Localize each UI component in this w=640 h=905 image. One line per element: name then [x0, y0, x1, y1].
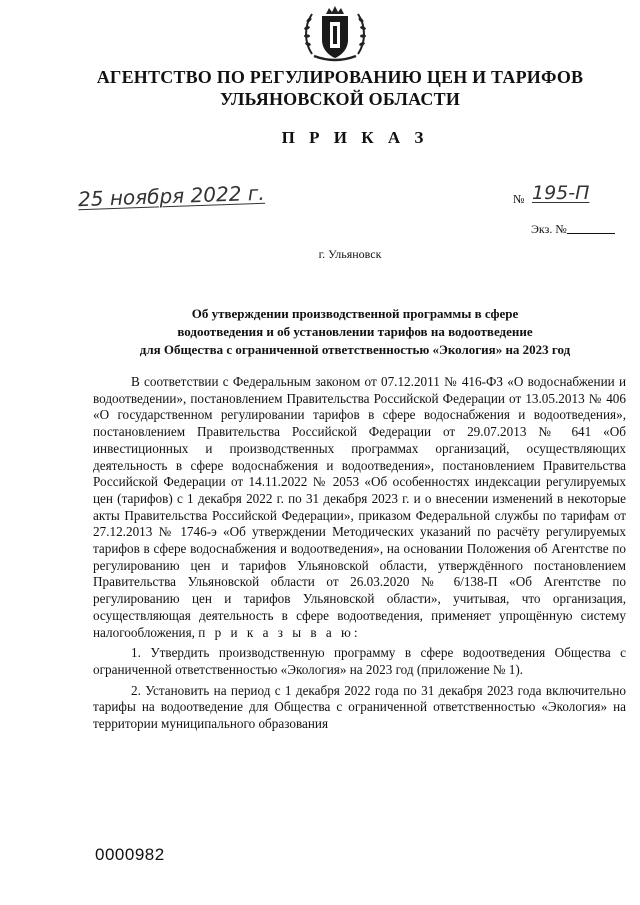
order-date: 25 ноября 2022 г.: [77, 180, 266, 212]
order-subject: [95, 305, 615, 359]
item-1-paragraph: 1. Утвердить производственную программу в сфере водоотведения Общества с ограниченной ответственностью «Экология» на 2023 год (приложение № 1).: [93, 645, 626, 677]
agency-name: [60, 66, 620, 110]
preamble-paragraph: [93, 374, 626, 641]
copy-number-label: Экз. №: [531, 222, 567, 236]
subject-line-1: Об утверждении производственной программы в сфере: [191, 306, 519, 321]
directive-word: п р и к а з ы в а ю:: [198, 624, 361, 640]
document-serial-number: 0000982: [95, 845, 165, 864]
order-body: [93, 374, 626, 737]
subject-line-2: водоотведения и об установлении тарифов на водоотведение: [177, 324, 533, 339]
coat-of-arms-icon: [300, 4, 370, 62]
city: г. Ульяновск: [318, 247, 382, 261]
item-2-paragraph: 2. Установить на период с 1 декабря 2022 года по 31 декабря 2023 года включительно тарифы на водоотведение для Общества с ограниченной ответственностью «Экология» на территории муниципального образования: [93, 682, 626, 732]
order-title: П Р И К А З: [281, 128, 429, 147]
agency-line-2: УЛЬЯНОВСКОЙ ОБЛАСТИ: [219, 89, 461, 109]
agency-line-1: АГЕНТСТВО ПО РЕГУЛИРОВАНИЮ ЦЕН И ТАРИФОВ: [96, 67, 584, 87]
preamble-text: В соответствии с Федеральным законом от 07.12.2011 № 416-ФЗ «О водоснабжении и водоотведении», постановлением Правительства Российской Федерации от 13.05.2013 № 406 «О государственном регулировании тарифов в сфере водоснабжения и водоотведения», постановлением Правительства Российской Федерации от 29.07.2013 № 641 «Об инвестиционных и производственных программах организаций, осуществляющих деятельность в сфере водоснабжения и водоотведения», постановлением Правительства Российской Федерации от 14.11.2022 № 2053 «Об особенностях индексации регулируемых цен (тарифов) с 1 декабря 2022 г. по 31 декабря 2023 г. и о внесении изменений в некоторые акты Правительства Российской Федерации», приказом Федеральной службы по тарифам от 27.12.2013 № 1746-э «Об утверждении Методических указаний по расчёту регулируемых тарифов в сфере водоснабжения и водоотведения», на основании Положения об Агентстве по регулированию цен и тарифов Ульяновской области, утверждённого постановлением Правительства Ульяновской области от 26.03.2020 № 6/138-П «Об Агентстве по регулированию цен и тарифов Ульяновской области», учитывая, что организация, осуществляющая деятельность в сфере водоотведения, применяет упрощённую систему налогообложения,: [93, 374, 626, 640]
copy-number: [531, 222, 615, 237]
copy-number-blank: [567, 233, 615, 234]
order-number-label: №: [513, 192, 525, 206]
order-number: 195-П: [532, 182, 590, 204]
subject-line-3: для Общества с ограниченной ответственностью «Экология» на 2023 год: [139, 342, 571, 357]
